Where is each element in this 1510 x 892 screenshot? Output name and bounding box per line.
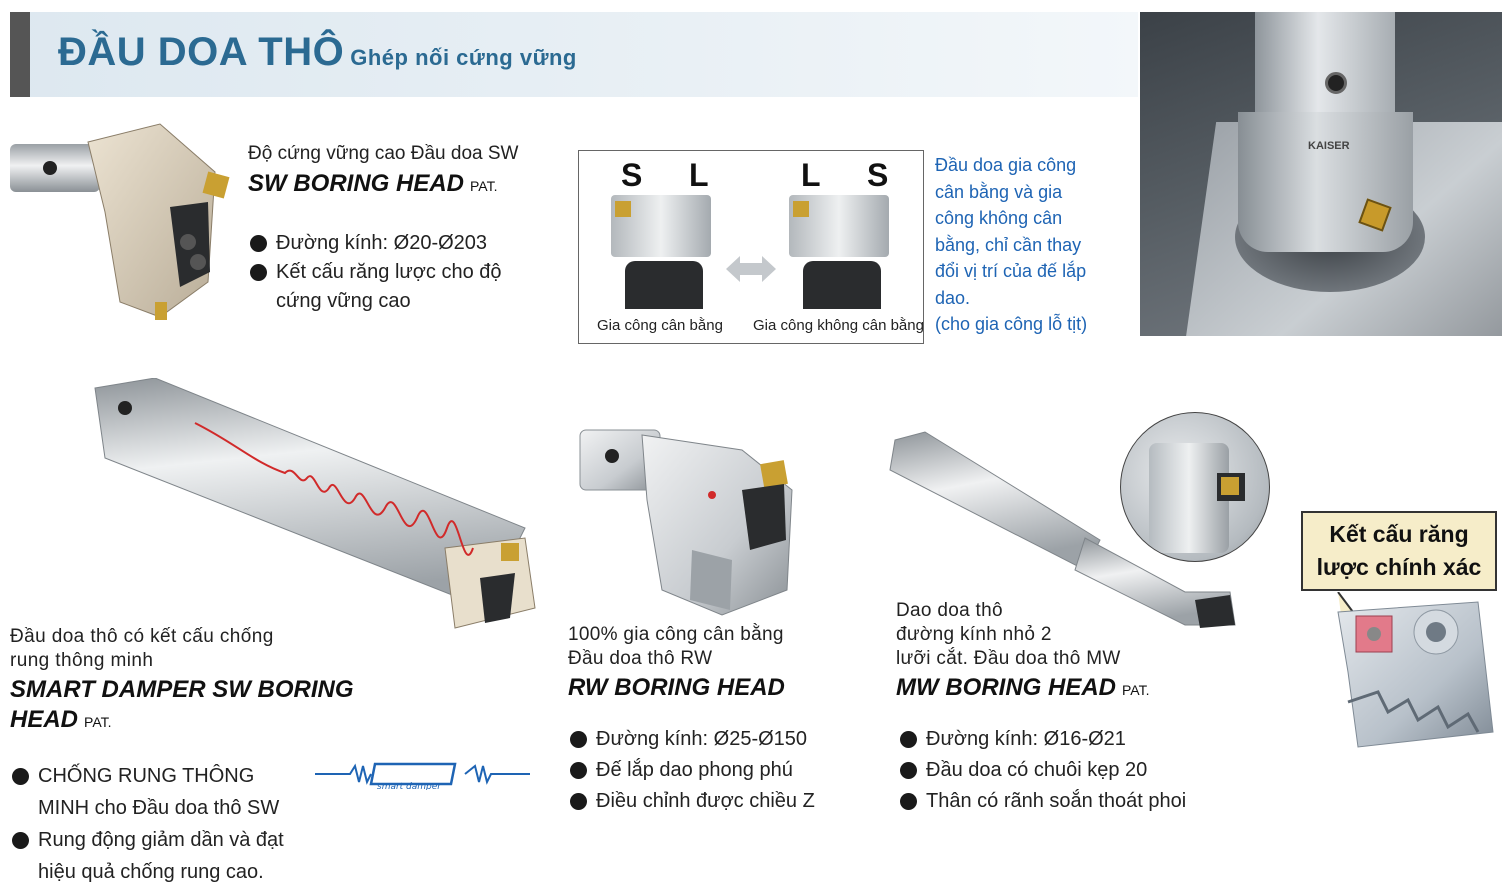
rw-product-name: RW BORING HEAD xyxy=(568,674,785,701)
insert-icon xyxy=(1221,477,1239,495)
letter-s-left: S xyxy=(621,157,643,193)
letter-l-left: L xyxy=(689,157,709,193)
insert-position-note xyxy=(935,152,1135,338)
letter-s-right: S xyxy=(867,157,889,193)
photo-brand-text: KAISER xyxy=(1308,140,1350,152)
bullet-icon xyxy=(12,768,29,785)
mw-desc-line1: Dao doa thô xyxy=(896,600,1003,621)
callout-line: lược chính xác xyxy=(1316,554,1482,580)
serration-detail-image xyxy=(1318,592,1498,750)
bullet-icon xyxy=(570,731,587,748)
list-item: Đường kính: Ø16-Ø21 xyxy=(900,724,1240,755)
list-item: Kết cấu răng lược cho độ xyxy=(250,258,570,287)
mw-detail-zoom xyxy=(1120,412,1270,562)
bullet-icon xyxy=(900,793,917,810)
list-item: CHỐNG RUNG THÔNG xyxy=(12,760,332,792)
note-line: cân bằng và gia xyxy=(935,181,1063,202)
note-line: dao. xyxy=(935,287,971,308)
rw-bullet-list xyxy=(570,724,870,817)
mw-product-name xyxy=(896,674,1149,702)
list-item: Đế lắp dao phong phú xyxy=(570,755,870,786)
precision-serration-callout xyxy=(1301,511,1497,591)
bullet-icon xyxy=(900,731,917,748)
list-item: Đầu doa có chuôi kẹp 20 xyxy=(900,755,1240,786)
sw-bullet-list xyxy=(250,229,570,316)
damper-name-line1: SMART DAMPER SW BORING xyxy=(10,676,354,703)
note-line: (cho gia công lỗ tịt) xyxy=(935,314,1088,334)
note-line: đổi vị trí của đế lắp xyxy=(935,261,1087,281)
tool-base-right xyxy=(803,261,881,309)
list-item: Đường kính: Ø20-Ø203 xyxy=(250,229,570,258)
list-item: Đường kính: Ø25-Ø150 xyxy=(570,724,870,755)
double-arrow-icon xyxy=(726,256,776,282)
rw-boring-head-image xyxy=(572,420,827,620)
rw-desc-line2: Đầu doa thô RW xyxy=(568,648,713,669)
list-item: hiệu quả chống rung cao. xyxy=(38,861,264,883)
insert-icon xyxy=(615,201,631,217)
page-subtitle: Ghép nối cứng vững xyxy=(350,45,577,70)
bullet-icon xyxy=(570,762,587,779)
mw-desc-line3: lưỡi cắt. Đầu doa thô MW xyxy=(896,648,1121,669)
sw-description: Độ cứng vững cao Đầu doa SW xyxy=(248,143,519,164)
smart-damper-image xyxy=(85,378,555,638)
damper-bullet-list xyxy=(12,760,332,888)
bolt-icon xyxy=(1325,72,1347,94)
bullet-icon xyxy=(570,793,587,810)
sw-pat: PAT. xyxy=(470,178,498,194)
boring-head-body xyxy=(1238,112,1413,252)
tool-base-left xyxy=(625,261,703,309)
damper-desc-line1: Đầu doa thô có kết cấu chống xyxy=(10,626,274,647)
list-item: cứng vững cao xyxy=(276,290,411,312)
bullet-icon xyxy=(12,832,29,849)
list-item: Thân có rãnh soắn thoát phoi xyxy=(900,786,1240,817)
bullet-icon xyxy=(250,264,267,281)
insert-position-diagram xyxy=(578,150,924,344)
machining-photo xyxy=(1140,12,1502,336)
bullet-icon xyxy=(900,762,917,779)
caption-balanced: Gia công cân bằng xyxy=(597,317,723,334)
letter-l-right: L xyxy=(801,157,821,193)
damper-name-text: HEAD xyxy=(10,706,79,733)
list-item: MINH cho Đầu doa thô SW xyxy=(38,797,280,819)
rw-desc-line1: 100% gia công cân bằng xyxy=(568,624,784,645)
mw-pat: PAT. xyxy=(1121,682,1150,698)
list-item: Rung động giảm dần và đạt xyxy=(12,824,332,856)
page-title xyxy=(58,30,577,75)
note-line: bằng, chỉ cần thay xyxy=(935,234,1082,255)
insert-icon xyxy=(793,201,809,217)
mw-name-text: MW BORING HEAD xyxy=(896,674,1116,701)
bullet-icon xyxy=(250,235,267,252)
title-accent-bar xyxy=(10,12,30,97)
sw-product-name xyxy=(248,170,498,198)
damper-pat: PAT. xyxy=(84,714,112,730)
smart-damper-logo xyxy=(315,760,530,790)
damper-desc-line2: rung thông minh xyxy=(10,650,154,671)
sw-boring-head-image xyxy=(10,112,245,327)
page-title-text: ĐẦU DOA THÔ xyxy=(58,30,345,74)
note-line: công không cân xyxy=(935,208,1063,228)
logo-text: smart damper xyxy=(377,782,442,790)
mw-desc-line2: đường kính nhỏ 2 xyxy=(896,624,1052,645)
list-item: Điều chỉnh được chiều Z xyxy=(570,786,870,817)
damper-name-line2 xyxy=(10,706,112,734)
callout-line: Kết cấu răng xyxy=(1329,521,1469,547)
sw-name-text: SW BORING HEAD xyxy=(248,170,464,197)
mw-bullet-list xyxy=(900,724,1240,817)
caption-unbalanced: Gia công không cân bằng xyxy=(753,317,924,334)
note-line: Đầu doa gia công xyxy=(935,155,1077,175)
